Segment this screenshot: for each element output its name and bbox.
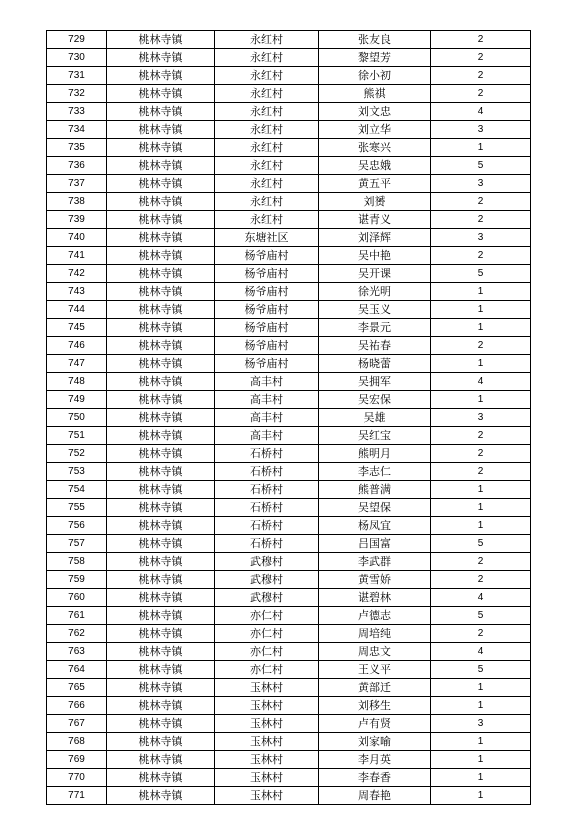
table-row — [47, 121, 531, 139]
row-number-cell: 736 — [47, 157, 107, 175]
table-row — [47, 283, 531, 301]
count-cell: 5 — [431, 661, 531, 679]
village-cell: 武穆村 — [215, 553, 319, 571]
village-cell: 永红村 — [215, 85, 319, 103]
name-cell: 熊普满 — [319, 481, 431, 499]
town-cell: 桃林寺镇 — [107, 139, 215, 157]
town-cell: 桃林寺镇 — [107, 553, 215, 571]
row-number-cell: 739 — [47, 211, 107, 229]
town-cell: 桃林寺镇 — [107, 391, 215, 409]
table-row — [47, 31, 531, 49]
row-number-cell: 748 — [47, 373, 107, 391]
count-cell: 2 — [431, 463, 531, 481]
name-cell: 黄部迁 — [319, 679, 431, 697]
data-table — [46, 30, 531, 805]
table-row — [47, 211, 531, 229]
count-cell: 2 — [431, 553, 531, 571]
table-row — [47, 517, 531, 535]
village-cell: 玉林村 — [215, 769, 319, 787]
row-number-cell: 769 — [47, 751, 107, 769]
name-cell: 吴红宝 — [319, 427, 431, 445]
count-cell: 2 — [431, 571, 531, 589]
row-number-cell: 751 — [47, 427, 107, 445]
name-cell: 熊明月 — [319, 445, 431, 463]
town-cell: 桃林寺镇 — [107, 103, 215, 121]
town-cell: 桃林寺镇 — [107, 787, 215, 805]
village-cell: 东塘社区 — [215, 229, 319, 247]
row-number-cell: 763 — [47, 643, 107, 661]
town-cell: 桃林寺镇 — [107, 229, 215, 247]
row-number-cell: 768 — [47, 733, 107, 751]
name-cell: 卢有贤 — [319, 715, 431, 733]
table-row — [47, 391, 531, 409]
count-cell: 2 — [431, 31, 531, 49]
name-cell: 王义平 — [319, 661, 431, 679]
name-cell: 吕国富 — [319, 535, 431, 553]
town-cell: 桃林寺镇 — [107, 157, 215, 175]
village-cell: 永红村 — [215, 193, 319, 211]
name-cell: 刘文忠 — [319, 103, 431, 121]
table-row — [47, 103, 531, 121]
table-row — [47, 463, 531, 481]
count-cell: 2 — [431, 445, 531, 463]
count-cell: 2 — [431, 211, 531, 229]
name-cell: 李春香 — [319, 769, 431, 787]
name-cell: 杨凤宜 — [319, 517, 431, 535]
name-cell: 刘家喻 — [319, 733, 431, 751]
row-number-cell: 731 — [47, 67, 107, 85]
count-cell: 2 — [431, 625, 531, 643]
row-number-cell: 759 — [47, 571, 107, 589]
table-row — [47, 319, 531, 337]
town-cell: 桃林寺镇 — [107, 373, 215, 391]
count-cell: 1 — [431, 319, 531, 337]
village-cell: 玉林村 — [215, 733, 319, 751]
town-cell: 桃林寺镇 — [107, 481, 215, 499]
name-cell: 熊祺 — [319, 85, 431, 103]
count-cell: 4 — [431, 373, 531, 391]
name-cell: 黄雪娇 — [319, 571, 431, 589]
village-cell: 亦仁村 — [215, 661, 319, 679]
row-number-cell: 760 — [47, 589, 107, 607]
count-cell: 4 — [431, 103, 531, 121]
row-number-cell: 737 — [47, 175, 107, 193]
row-number-cell: 730 — [47, 49, 107, 67]
village-cell: 亦仁村 — [215, 625, 319, 643]
name-cell: 刘赟 — [319, 193, 431, 211]
name-cell: 李志仁 — [319, 463, 431, 481]
village-cell: 武穆村 — [215, 571, 319, 589]
row-number-cell: 742 — [47, 265, 107, 283]
town-cell: 桃林寺镇 — [107, 679, 215, 697]
name-cell: 吴中艳 — [319, 247, 431, 265]
village-cell: 石桥村 — [215, 481, 319, 499]
count-cell: 3 — [431, 175, 531, 193]
town-cell: 桃林寺镇 — [107, 319, 215, 337]
row-number-cell: 761 — [47, 607, 107, 625]
count-cell: 2 — [431, 193, 531, 211]
row-number-cell: 770 — [47, 769, 107, 787]
table-row — [47, 589, 531, 607]
village-cell: 永红村 — [215, 175, 319, 193]
row-number-cell: 766 — [47, 697, 107, 715]
town-cell: 桃林寺镇 — [107, 193, 215, 211]
village-cell: 玉林村 — [215, 697, 319, 715]
town-cell: 桃林寺镇 — [107, 697, 215, 715]
name-cell: 周春艳 — [319, 787, 431, 805]
town-cell: 桃林寺镇 — [107, 607, 215, 625]
village-cell: 永红村 — [215, 103, 319, 121]
name-cell: 周忠文 — [319, 643, 431, 661]
name-cell: 吴开课 — [319, 265, 431, 283]
row-number-cell: 758 — [47, 553, 107, 571]
village-cell: 高丰村 — [215, 391, 319, 409]
town-cell: 桃林寺镇 — [107, 733, 215, 751]
row-number-cell: 753 — [47, 463, 107, 481]
table-row — [47, 409, 531, 427]
table-row — [47, 427, 531, 445]
village-cell: 永红村 — [215, 31, 319, 49]
town-cell: 桃林寺镇 — [107, 85, 215, 103]
table-row — [47, 643, 531, 661]
count-cell: 1 — [431, 679, 531, 697]
town-cell: 桃林寺镇 — [107, 355, 215, 373]
table-row — [47, 679, 531, 697]
village-cell: 永红村 — [215, 49, 319, 67]
name-cell: 谌青义 — [319, 211, 431, 229]
count-cell: 1 — [431, 697, 531, 715]
count-cell: 3 — [431, 121, 531, 139]
table-row — [47, 229, 531, 247]
town-cell: 桃林寺镇 — [107, 67, 215, 85]
row-number-cell: 771 — [47, 787, 107, 805]
name-cell: 卢德志 — [319, 607, 431, 625]
town-cell: 桃林寺镇 — [107, 463, 215, 481]
village-cell: 杨爷庙村 — [215, 355, 319, 373]
row-number-cell: 735 — [47, 139, 107, 157]
table-row — [47, 301, 531, 319]
village-cell: 杨爷庙村 — [215, 319, 319, 337]
town-cell: 桃林寺镇 — [107, 121, 215, 139]
table-row — [47, 553, 531, 571]
table-row — [47, 139, 531, 157]
row-number-cell: 756 — [47, 517, 107, 535]
name-cell: 杨晓蕾 — [319, 355, 431, 373]
village-cell: 玉林村 — [215, 787, 319, 805]
village-cell: 高丰村 — [215, 373, 319, 391]
count-cell: 1 — [431, 499, 531, 517]
count-cell: 5 — [431, 535, 531, 553]
village-cell: 杨爷庙村 — [215, 337, 319, 355]
name-cell: 黄五平 — [319, 175, 431, 193]
town-cell: 桃林寺镇 — [107, 499, 215, 517]
village-cell: 石桥村 — [215, 499, 319, 517]
count-cell: 1 — [431, 139, 531, 157]
town-cell: 桃林寺镇 — [107, 643, 215, 661]
name-cell: 吴宏保 — [319, 391, 431, 409]
village-cell: 亦仁村 — [215, 607, 319, 625]
village-cell: 永红村 — [215, 157, 319, 175]
table-row — [47, 625, 531, 643]
village-cell: 石桥村 — [215, 445, 319, 463]
name-cell: 徐光明 — [319, 283, 431, 301]
name-cell: 刘泽辉 — [319, 229, 431, 247]
row-number-cell: 762 — [47, 625, 107, 643]
name-cell: 李武群 — [319, 553, 431, 571]
row-number-cell: 743 — [47, 283, 107, 301]
table-row — [47, 85, 531, 103]
town-cell: 桃林寺镇 — [107, 445, 215, 463]
count-cell: 2 — [431, 85, 531, 103]
count-cell: 1 — [431, 769, 531, 787]
table-row — [47, 193, 531, 211]
table-row — [47, 337, 531, 355]
town-cell: 桃林寺镇 — [107, 283, 215, 301]
name-cell: 吴望保 — [319, 499, 431, 517]
count-cell: 5 — [431, 607, 531, 625]
count-cell: 5 — [431, 157, 531, 175]
village-cell: 高丰村 — [215, 409, 319, 427]
table-row — [47, 499, 531, 517]
name-cell: 吴雄 — [319, 409, 431, 427]
count-cell: 1 — [431, 301, 531, 319]
table-body — [47, 31, 531, 805]
row-number-cell: 755 — [47, 499, 107, 517]
row-number-cell: 741 — [47, 247, 107, 265]
table-row — [47, 715, 531, 733]
village-cell: 亦仁村 — [215, 643, 319, 661]
town-cell: 桃林寺镇 — [107, 31, 215, 49]
town-cell: 桃林寺镇 — [107, 769, 215, 787]
name-cell: 吴祐春 — [319, 337, 431, 355]
row-number-cell: 746 — [47, 337, 107, 355]
name-cell: 谌碧林 — [319, 589, 431, 607]
count-cell: 1 — [431, 517, 531, 535]
town-cell: 桃林寺镇 — [107, 427, 215, 445]
town-cell: 桃林寺镇 — [107, 247, 215, 265]
table-row — [47, 697, 531, 715]
row-number-cell: 767 — [47, 715, 107, 733]
count-cell: 1 — [431, 355, 531, 373]
count-cell: 1 — [431, 787, 531, 805]
village-cell: 永红村 — [215, 139, 319, 157]
row-number-cell: 765 — [47, 679, 107, 697]
row-number-cell: 740 — [47, 229, 107, 247]
row-number-cell: 738 — [47, 193, 107, 211]
village-cell: 石桥村 — [215, 535, 319, 553]
table-row — [47, 445, 531, 463]
town-cell: 桃林寺镇 — [107, 589, 215, 607]
town-cell: 桃林寺镇 — [107, 49, 215, 67]
count-cell: 1 — [431, 733, 531, 751]
count-cell: 2 — [431, 247, 531, 265]
row-number-cell: 732 — [47, 85, 107, 103]
name-cell: 吴拥军 — [319, 373, 431, 391]
town-cell: 桃林寺镇 — [107, 715, 215, 733]
name-cell: 张友良 — [319, 31, 431, 49]
town-cell: 桃林寺镇 — [107, 517, 215, 535]
row-number-cell: 764 — [47, 661, 107, 679]
village-cell: 武穆村 — [215, 589, 319, 607]
table-row — [47, 175, 531, 193]
table-row — [47, 751, 531, 769]
town-cell: 桃林寺镇 — [107, 175, 215, 193]
count-cell: 5 — [431, 265, 531, 283]
town-cell: 桃林寺镇 — [107, 661, 215, 679]
row-number-cell: 734 — [47, 121, 107, 139]
count-cell: 3 — [431, 229, 531, 247]
table-row — [47, 535, 531, 553]
table-row — [47, 607, 531, 625]
row-number-cell: 745 — [47, 319, 107, 337]
count-cell: 2 — [431, 49, 531, 67]
village-cell: 石桥村 — [215, 517, 319, 535]
row-number-cell: 747 — [47, 355, 107, 373]
row-number-cell: 750 — [47, 409, 107, 427]
table-row — [47, 355, 531, 373]
town-cell: 桃林寺镇 — [107, 625, 215, 643]
row-number-cell: 744 — [47, 301, 107, 319]
name-cell: 吴忠娥 — [319, 157, 431, 175]
count-cell: 2 — [431, 427, 531, 445]
count-cell: 4 — [431, 643, 531, 661]
count-cell: 1 — [431, 391, 531, 409]
count-cell: 4 — [431, 589, 531, 607]
table-row — [47, 247, 531, 265]
table-row — [47, 481, 531, 499]
count-cell: 3 — [431, 409, 531, 427]
village-cell: 杨爷庙村 — [215, 247, 319, 265]
town-cell: 桃林寺镇 — [107, 409, 215, 427]
count-cell: 1 — [431, 283, 531, 301]
count-cell: 2 — [431, 67, 531, 85]
table-row — [47, 265, 531, 283]
name-cell: 黎望芳 — [319, 49, 431, 67]
village-cell: 玉林村 — [215, 679, 319, 697]
count-cell: 1 — [431, 481, 531, 499]
village-cell: 永红村 — [215, 211, 319, 229]
row-number-cell: 733 — [47, 103, 107, 121]
count-cell: 2 — [431, 337, 531, 355]
name-cell: 徐小初 — [319, 67, 431, 85]
table-row — [47, 661, 531, 679]
village-cell: 永红村 — [215, 67, 319, 85]
village-cell: 石桥村 — [215, 463, 319, 481]
table-row — [47, 67, 531, 85]
town-cell: 桃林寺镇 — [107, 337, 215, 355]
name-cell: 李景元 — [319, 319, 431, 337]
village-cell: 杨爷庙村 — [215, 301, 319, 319]
name-cell: 吴玉义 — [319, 301, 431, 319]
town-cell: 桃林寺镇 — [107, 751, 215, 769]
count-cell: 1 — [431, 751, 531, 769]
village-cell: 杨爷庙村 — [215, 283, 319, 301]
town-cell: 桃林寺镇 — [107, 571, 215, 589]
village-cell: 高丰村 — [215, 427, 319, 445]
count-cell: 3 — [431, 715, 531, 733]
table-row — [47, 733, 531, 751]
name-cell: 刘移生 — [319, 697, 431, 715]
row-number-cell: 749 — [47, 391, 107, 409]
village-cell: 玉林村 — [215, 715, 319, 733]
town-cell: 桃林寺镇 — [107, 301, 215, 319]
village-cell: 永红村 — [215, 121, 319, 139]
row-number-cell: 754 — [47, 481, 107, 499]
table-row — [47, 157, 531, 175]
village-cell: 杨爷庙村 — [215, 265, 319, 283]
table-row — [47, 769, 531, 787]
name-cell: 周培纯 — [319, 625, 431, 643]
table-row — [47, 373, 531, 391]
row-number-cell: 752 — [47, 445, 107, 463]
town-cell: 桃林寺镇 — [107, 211, 215, 229]
name-cell: 张寒兴 — [319, 139, 431, 157]
town-cell: 桃林寺镇 — [107, 535, 215, 553]
name-cell: 李月英 — [319, 751, 431, 769]
table-row — [47, 571, 531, 589]
row-number-cell: 729 — [47, 31, 107, 49]
row-number-cell: 757 — [47, 535, 107, 553]
town-cell: 桃林寺镇 — [107, 265, 215, 283]
village-cell: 玉林村 — [215, 751, 319, 769]
table-row — [47, 49, 531, 67]
name-cell: 刘立华 — [319, 121, 431, 139]
table-row — [47, 787, 531, 805]
